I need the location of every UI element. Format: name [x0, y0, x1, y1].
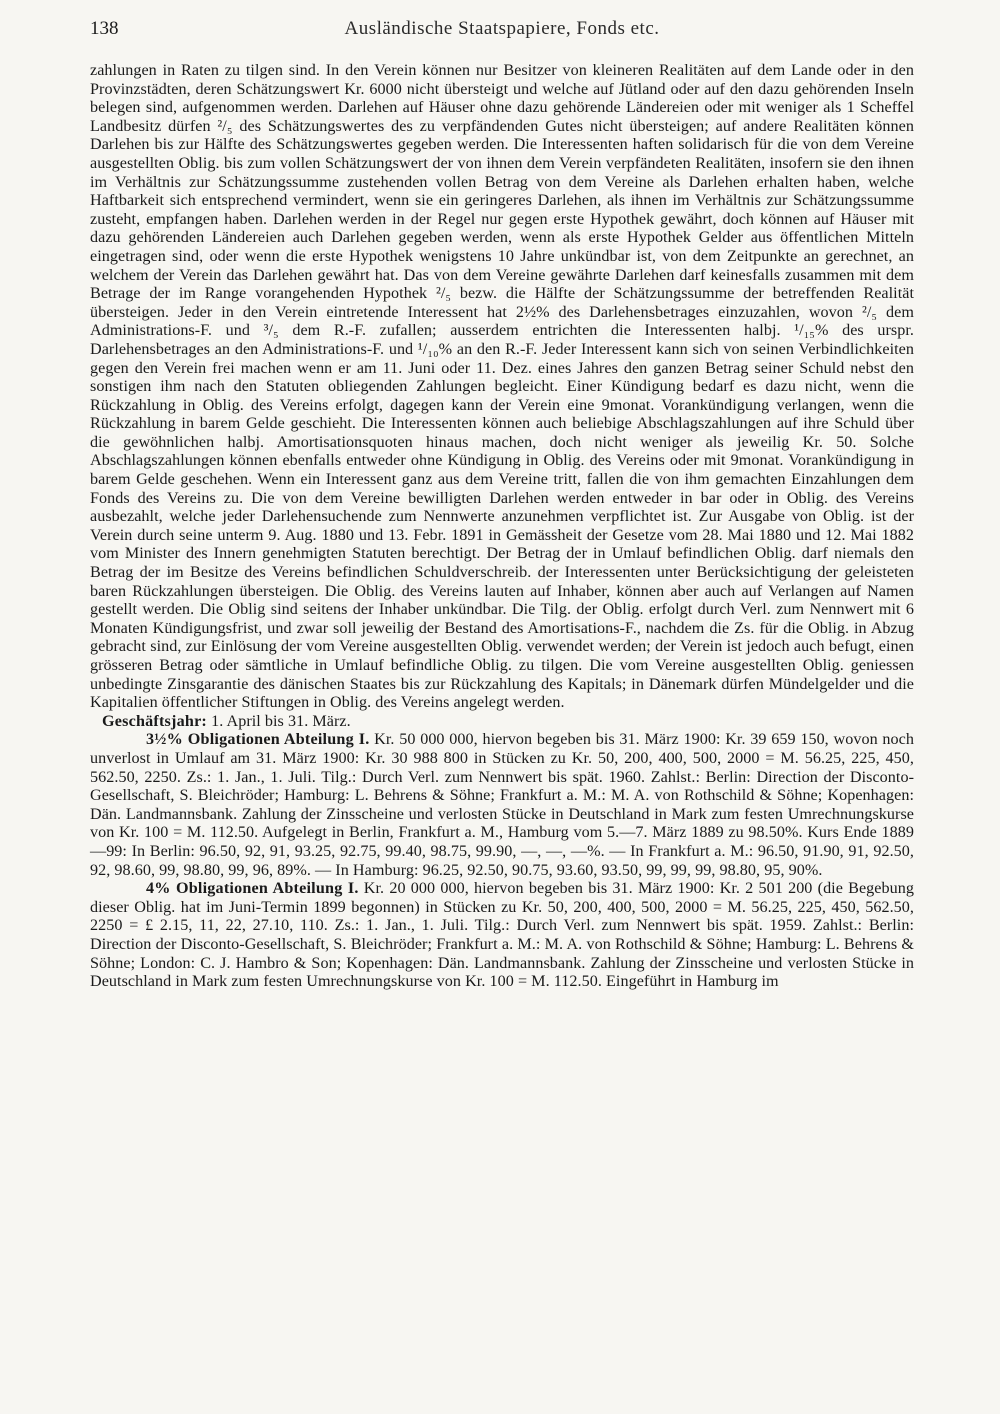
section-text-4-percent: Kr. 20 000 000, hiervon begeben bis 31. März 1900: Kr. 2 501 200 (die Begebung dieser Oblig. hat im Juni-Termin 1899 begonnen) in Stücken zu Kr. 50, 200, 400, 500, 2000 = M. 56.25, 225, 450, 562.50, 2250 = £ 2.15, 11, 22, 27.10, 110. Zs.: 1. Jan., 1. Juli. Tilg.: Durch Verl. zum Nennwert bis spät. 1959. Zahlst.: Berlin: Direction der Disconto-Gesellschaft, S. Bleichröder; Frankfurt a. M.: M. A. von Rothschild & Söhne; Hamburg: L. Behrens & Söhne; London: C. J. Hambro & Son; Kopenhagen: Dän. Landmannsbank. Zahlung der Zinsscheine und verlosten Stücke in Deutschland in Mark zum festen Umrechnungskurse von Kr. 100 = M. 112.50. Eingeführt in Hamburg im [90, 880, 914, 991]
page-number: 138 [90, 18, 119, 39]
fiscal-year-text: 1. April bis 31. März. [207, 712, 351, 730]
fiscal-year-line [90, 713, 914, 732]
fiscal-year-label: Geschäftsjahr: [102, 712, 208, 730]
section-text-3-5-percent: Kr. 50 000 000, hiervon begeben bis 31. März 1900: Kr. 39 659 150, wovon noch unverlost in Umlauf am 31. März 1900: Kr. 30 988 800 in Stücken zu Kr. 50, 200, 400, 500, 2000 = M. 56.25, 225, 450, 562.50, 2250. Zs.: 1. Jan., 1. Juli. Tilg.: Durch Verl. zum Nennwert bis spät. 1960. Zahlst.: Berlin: Direction der Disconto-Gesellschaft, S. Bleichröder; Hamburg: L. Behrens & Söhne; Frankfurt a. M.: M. A. von Rothschild & Söhne; Kopenhagen: Dän. Landmannsbank. Zahlung der Zinsscheine und verlosten Stücke in Deutschland in Mark zum festen Umrechnungskurse von Kr. 100 = M. 112.50. Aufgelegt in Berlin, Frankfurt a. M., Hamburg vom 5.—7. März 1889 zu 98.50%. Kurs Ende 1889—99: In Berlin: 96.50, 92, 91, 93.25, 92.75, 99.40, 98.75, 99.90, —, —, —%. — In Frankfurt a. M.: 96.50, 91.90, 91, 92.50, 92, 98.60, 99, 98.80, 99, 96, 89%. — In Hamburg: 96.25, 92.50, 90.75, 93.60, 93.50, 99, 99, 99, 98.80, 95, 90%. [90, 731, 914, 879]
paragraph-credit-association: zahlungen in Raten zu tilgen sind. In den Verein können nur Besitzer von kleineren Realitäten auf dem Lande oder in den Provinzstädten, deren Schätzungswert Kr. 6000 nicht übersteigt und welche auf Jütland oder auf den dazu gehörenden Inseln belegen sind, aufgenommen werden. Darlehen auf Häuser ohne dazu gehörende Ländereien oder mit weniger als 1 Scheffel Landbesitz dürfen ²/₅ des Schätzungswertes des zu verpfändenden Gutes nicht übersteigen; auf andere Realitäten können Darlehen bis zur Hälfte des Schätzungswertes gegeben werden. Die Interessenten haften solidarisch für die von dem Vereine ausgestellten Oblig. bis zum vollen Schätzungswert der von ihnen dem Verein verpfändeten Realitäten, insofern sie den ihnen im Verhältnis zur Schätzungssumme zustehenden vollen Betrag von dem Vereine als Darlehen erhalten haben, welche Haftbarkeit sich entsprechend vermindert, wenn sie ein geringeres Darlehen, als ihnen im Verhältnis zur Schätzungssumme zusteht, empfangen haben. Darlehen werden in der Regel nur gegen erste Hypothek gewährt, doch können auf Häuser mit dazu gehörenden Ländereien auch Darlehen gegeben werden, wenn als erste Hypothek Gelder aus öffentlichen Mitteln eingetragen sind, oder wenn die erste Hypothek wenigstens 10 Jahre unkündbar ist, von dem Zeitpunkte an gerechnet, an welchem der Verein das Darlehen gewährt hat. Das von dem Vereine gewährte Darlehen darf keinesfalls zusammen mit dem Betrage der im Range vorangehenden Hypothek ²/₅ bezw. die Hälfte der Schätzungssumme der betreffenden Realität übersteigen. Jeder in den Verein eintretende Interessent hat 2½% des Darlehensbetrages einzuzahlen, wovon ²/₅ dem Administrations-F. und ³/₅ dem R.-F. zufallen; ausserdem entrichten die Interessenten halbj. ¹/₁₅% des urspr. Darlehensbetrages an den Administrations-F. und ¹/₁₀% an den R.-F. Jeder Interessent kann sich von seinen Verbindlichkeiten gegen den Verein frei machen wenn er am 11. Juni oder 11. Dez. eines Jahres den ganzen Betrag seiner Schuld nebst den sonstigen ihm nach den Statuten obliegenden Zahlungen begleicht. Einer Kündigung bedarf es dazu nicht, wenn die Rückzahlung in Oblig. des Vereins erfolgt, dagegen kann der Verein eine 9monat. Vorankündigung verlangen, wenn die Rückzahlung in barem Gelde geschieht. Die Interessenten können auch beliebige Abschlagszahlungen auf ihre Schuld über die gewöhnlichen halbj. Amortisationsquoten hinaus machen, doch nicht weniger als jeweilig Kr. 50. Solche Abschlagszahlungen können ebenfalls entweder ohne Kündigung in Oblig. des Vereins oder mit 9monat. Vorankündigung in barem Gelde geschehen. Wenn ein Interessent ganz aus dem Vereine tritt, fallen die von ihm gemachten Einzahlungen dem Fonds des Vereins zu. Die von dem Vereine bewilligten Darlehen werden entweder in bar oder in Oblig. des Vereins ausbezahlt, welche jeder Darlehensuchende zum Nennwerte anzunehmen verpflichtet ist. Zur Ausgabe von Oblig. ist der Verein durch seine unterm 9. Aug. 1880 und 13. Febr. 1891 in Gemässheit der Gesetze vom 28. Mai 1880 und 12. Mai 1882 vom Minister des Innern genehmigten Statuten berechtigt. Der Betrag der in Umlauf befindlichen Oblig. darf niemals den Betrag der im Besitze des Vereins befindlichen Schuldverschreib. der Interessenten unter Berücksichtigung der geleisteten baren Rückzahlungen übersteigen. Die Oblig. des Vereins lauten auf Inhaber, können aber auch auf Verlangen auf Namen gestellt werden. Die Oblig sind seitens der Inhaber unkündbar. Die Tilg. der Oblig. erfolgt durch Verl. zum Nennwert mit 6 Monaten Kündigungsfrist, und zwar soll jeweilig der Bestand des Amortisations-F., nachdem die Zs. für die Oblig. in Abzug gebracht sind, zur Einlösung der vom Vereine ausgestellten Oblig. verwendet werden; der Verein ist jedoch auch befugt, einen grösseren Betrag oder sämtliche in Umlauf befindliche Oblig. zu tilgen. Die vom Vereine ausgestellten Oblig. geniessen unbedingte Zinsgarantie des dänischen Staates bis zur Rückzahlung des Kapitals; in Dänemark dürfen Mündelgelder und die Kapitalien öffentlicher Stiftungen in Oblig. des Vereins angelegt werden. [90, 62, 914, 712]
running-title: Ausländische Staatspapiere, Fonds etc. [344, 18, 660, 39]
body-text [90, 62, 914, 992]
section-3-5-percent-obligations [90, 731, 914, 880]
section-4-percent-obligations [90, 880, 914, 992]
section-heading-4-percent: 4% Obligationen Abteilung I. [146, 880, 359, 898]
section-heading-3-5-percent: 3½% Obligationen Abteilung I. [146, 731, 370, 749]
running-header [90, 14, 914, 44]
